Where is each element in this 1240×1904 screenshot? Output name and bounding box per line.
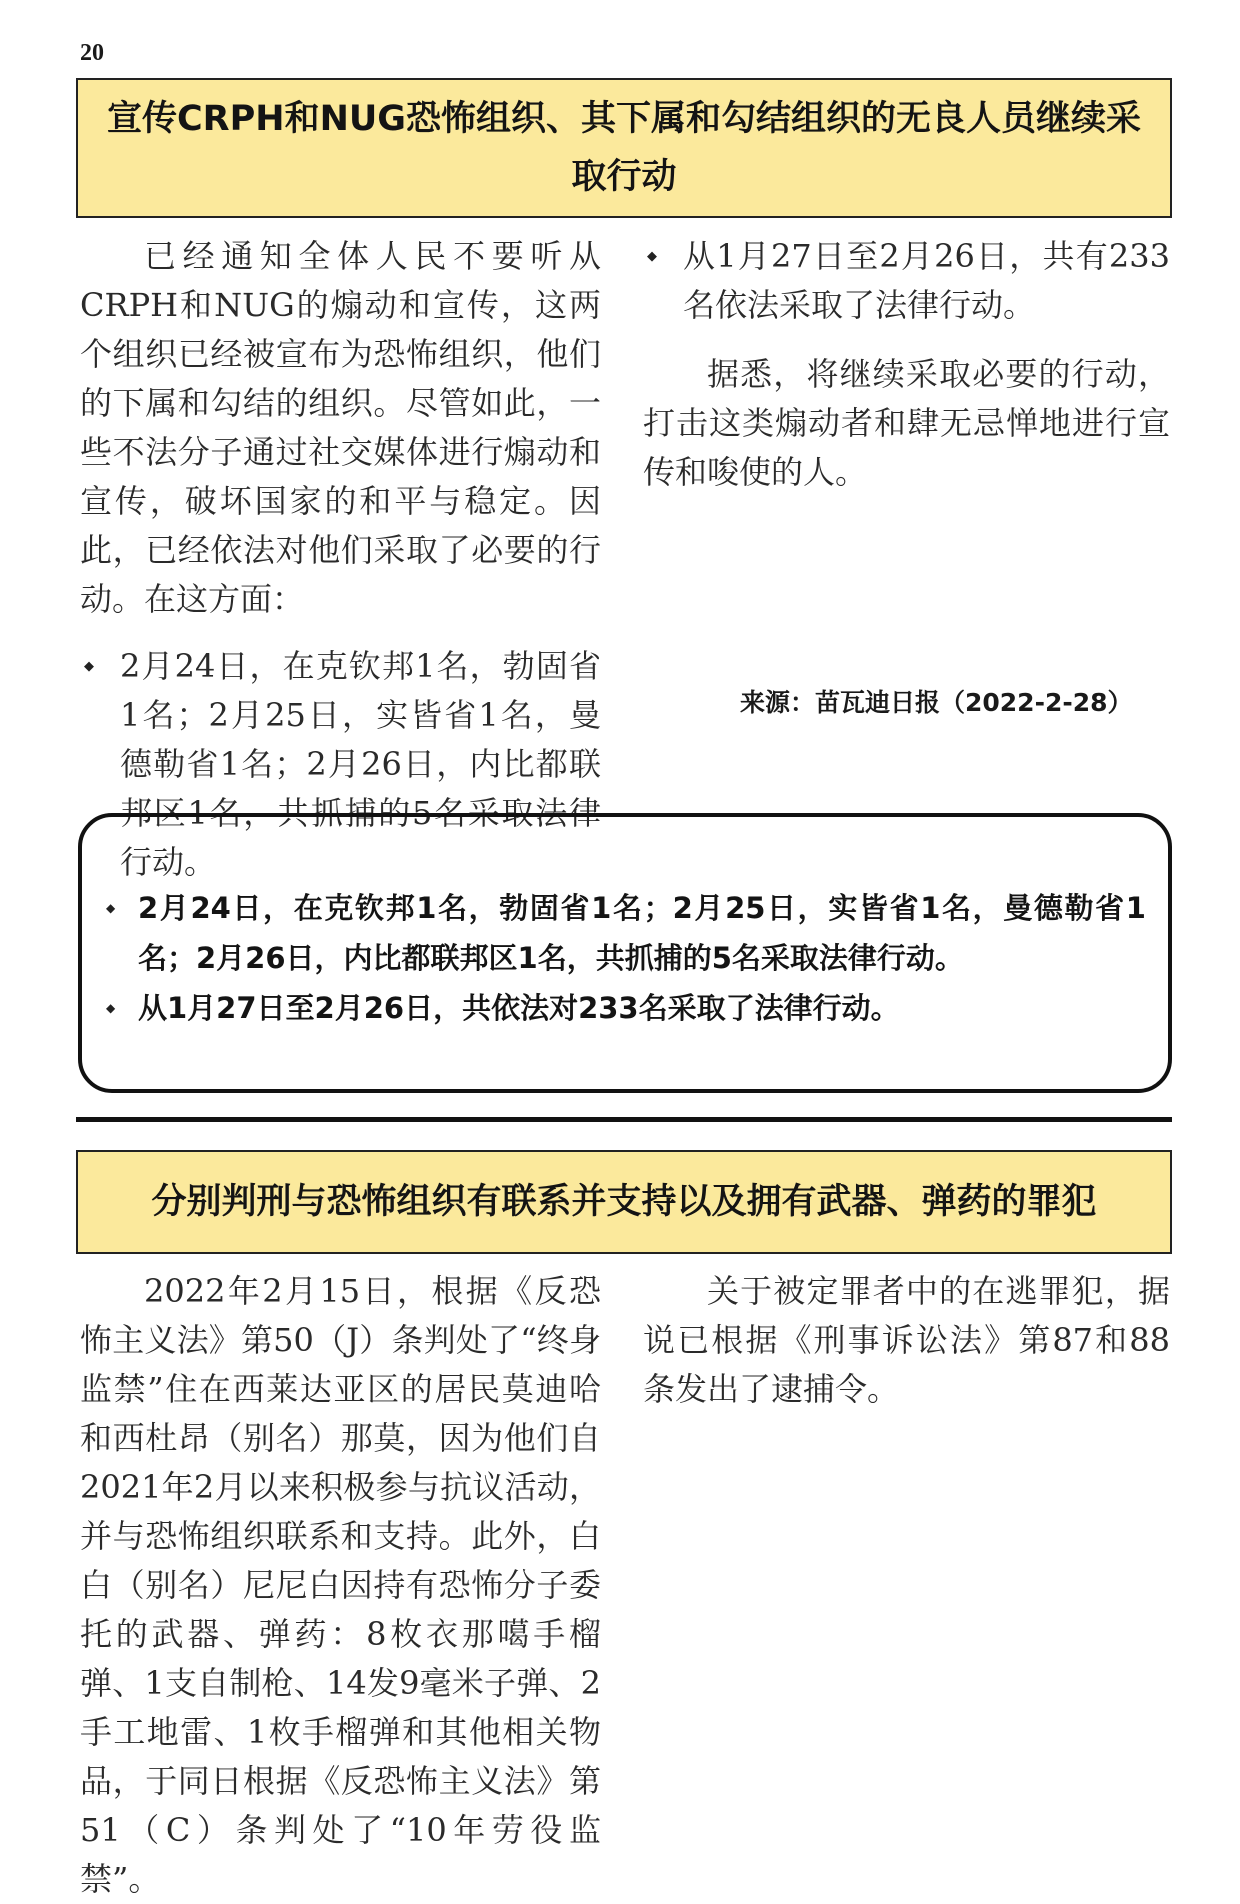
summary-bullet-list	[104, 883, 1146, 1033]
article2-para2: 关于被定罪者中的在逃罪犯，据说已根据《刑事诉讼法》第87和88条发出了逮捕令。	[643, 1272, 1170, 1408]
summary-box	[78, 813, 1172, 1093]
headline-text: 宣传CRPH和NUG恐怖组织、其下属和勾结组织的无良人员继续采取行动	[106, 99, 1142, 197]
article1-bullet-2: ◆ 从1月27日至2月26日，共有233名依法采取了法律行动。	[643, 232, 1170, 330]
article2-para1: 2022年2月15日，根据《反恐怖主义法》第50（J）条判处了“终身监禁”住在西莱达亚区的居民莫迪哈和西杜昂（别名）那莫，因为他们自2021年2月以来积极参与抗议活动，并与恐怖组织联系和支持。此外，白白（别名）尼尼白因持有恐怖分子委托的武器、弹药：8枚衣那噶手榴弹、1支自制枪、14发9毫米子弹、2手工地雷、1枚手榴弹和其他相关物品，于同日根据《反恐怖主义法》第51（C）条判处了“10年劳役监禁”。	[80, 1272, 601, 1898]
page-number: 20	[80, 40, 104, 66]
article1-bullet-list-cont	[643, 232, 1170, 330]
article1-bullet-1: ◆ 2月24日，在克钦邦1名，勃固省1名；2月25日，实皆省1名，曼德勒省1名；2月26日，内比都联邦区1名，共抓捕的5名采取法律行动。	[80, 642, 601, 887]
article-headline-2	[76, 1150, 1172, 1254]
article1-source: 来源：苗瓦迪日报（2022-2-28）	[740, 688, 1133, 717]
headline-text: 分别判刑与恐怖组织有联系并支持以及拥有武器、弹药的罪犯	[151, 1182, 1097, 1222]
article1-column-right	[643, 232, 1170, 497]
summary-bullet-2: ◆ 从1月27日至2月26日，共依法对233名采取了法律行动。	[104, 983, 1146, 1033]
article2-column-left	[80, 1267, 601, 1904]
article2-column-right	[643, 1267, 1170, 1414]
article1-intro: 已经通知全体人民不要听从CRPH和NUG的煽动和宣传，这两个组织已经被宣布为恐怖组织，他们的下属和勾结的组织。尽管如此，一些不法分子通过社交媒体进行煽动和宣传，破坏国家的和平与稳定。因此，已经依法对他们采取了必要的行动。在这方面：	[80, 237, 601, 618]
summary-bullet-1: ◆ 2月24日，在克钦邦1名，勃固省1名；2月25日，实皆省1名，曼德勒省1名；2月26日，内比都联邦区1名，共抓捕的5名采取法律行动。	[104, 883, 1146, 983]
article1-column-left	[80, 232, 601, 887]
article1-closing: 据悉，将继续采取必要的行动，打击这类煽动者和肆无忌惮地进行宣传和唆使的人。	[643, 355, 1170, 491]
section-divider	[76, 1117, 1172, 1122]
article-headline-1	[76, 78, 1172, 218]
